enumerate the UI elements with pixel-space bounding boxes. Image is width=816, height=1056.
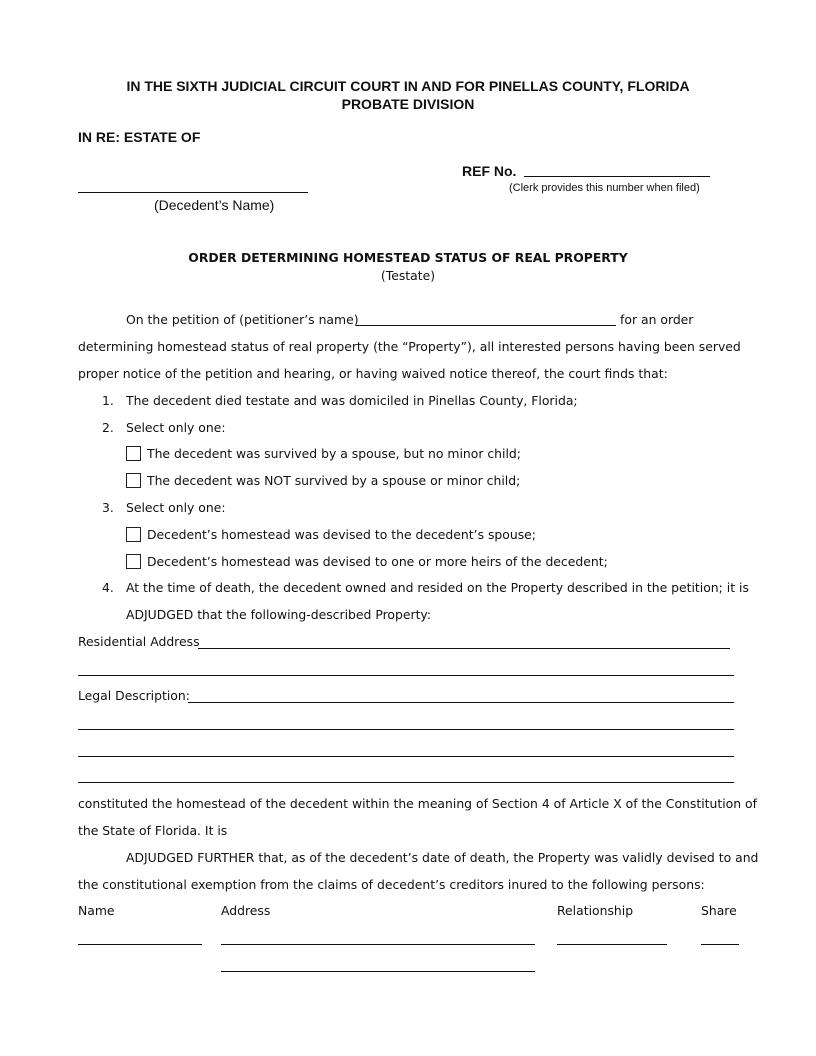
conclusion-line-3: ADJUDGED FURTHER that, as of the decedent’s date of death, the Property was validly devised to and [126,850,759,865]
decedent-name-label: (Decedent’s Name) [154,197,275,213]
finding-2-number: 2. [102,420,114,435]
name-line[interactable] [78,944,202,945]
finding-3-number: 3. [102,500,114,515]
finding-1: The decedent died testate and was domiciled in Pinellas County, Florida; [126,393,578,408]
share-line[interactable] [701,944,739,945]
order-title: ORDER DETERMINING HOMESTEAD STATUS OF REAL PROPERTY [188,250,628,265]
residential-address-label: Residential Address [78,634,200,649]
finding-3: Select only one: [126,500,226,515]
column-header-address: Address [221,903,271,918]
devised-to-heirs-checkbox[interactable] [126,554,141,569]
finding-3-option-2: Decedent’s homestead was devised to one or more heirs of the decedent; [147,554,608,569]
petitioner-name-line[interactable] [356,325,616,326]
decedent-name-line[interactable] [78,192,308,193]
intro-line-2: determining homestead status of real property (the “Property”), all interested persons having been served [78,339,741,354]
column-header-name: Name [78,903,115,918]
in-re-label: IN RE: ESTATE OF [78,129,201,145]
finding-4-number: 4. [102,580,114,595]
finding-2-option-1: The decedent was survived by a spouse, but no minor child; [147,446,521,461]
ref-number-line[interactable] [524,176,710,177]
devised-to-spouse-checkbox[interactable] [126,527,141,542]
order-subtitle: (Testate) [380,268,436,283]
finding-4: At the time of death, the decedent owned and resided on the Property described in the petition; it is [126,580,749,595]
court-title: IN THE SIXTH JUDICIAL CIRCUIT COURT IN AND FOR PINELLAS COUNTY, FLORIDA [126,78,690,94]
conclusion-line-4: the constitutional exemption from the claims of decedent’s creditors inured to the following persons: [78,877,705,892]
address-line-2[interactable] [221,971,535,972]
column-header-relationship: Relationship [557,903,634,918]
conclusion-line-1: constituted the homestead of the decedent within the meaning of Section 4 of Article X of the Constitution of [78,796,757,811]
residential-address-line[interactable] [198,648,730,649]
clerk-note: (Clerk provides this number when filed) [509,182,700,194]
legal-description-line-4[interactable] [78,782,734,783]
legal-description-line-2[interactable] [78,729,734,730]
finding-3-option-1: Decedent’s homestead was devised to the decedent’s spouse; [147,527,536,542]
finding-1-number: 1. [102,393,114,408]
division-title: PROBATE DIVISION [341,96,475,112]
legal-description-line-3[interactable] [78,756,734,757]
conclusion-line-2: the State of Florida. It is [78,823,228,838]
finding-2: Select only one: [126,420,226,435]
no-spouse-checkbox[interactable] [126,473,141,488]
legal-description-line[interactable] [188,702,734,703]
address-line[interactable] [221,944,535,945]
intro-line-3: proper notice of the petition and hearing, or having waived notice thereof, the court finds that: [78,366,668,381]
residential-address-line-2[interactable] [78,675,734,676]
legal-description-label: Legal Description: [78,688,190,703]
finding-2-option-2: The decedent was NOT survived by a spouse or minor child; [147,473,521,488]
adjudged-line: ADJUDGED that the following-described Property: [126,607,432,622]
intro-line-1-pre: On the petition of (petitioner’s name) [126,312,359,327]
ref-label: REF No. [462,163,517,179]
column-header-share: Share [701,903,737,918]
intro-line-1-post: for an order [620,312,694,327]
spouse-no-minor-checkbox[interactable] [126,446,141,461]
relationship-line[interactable] [557,944,667,945]
